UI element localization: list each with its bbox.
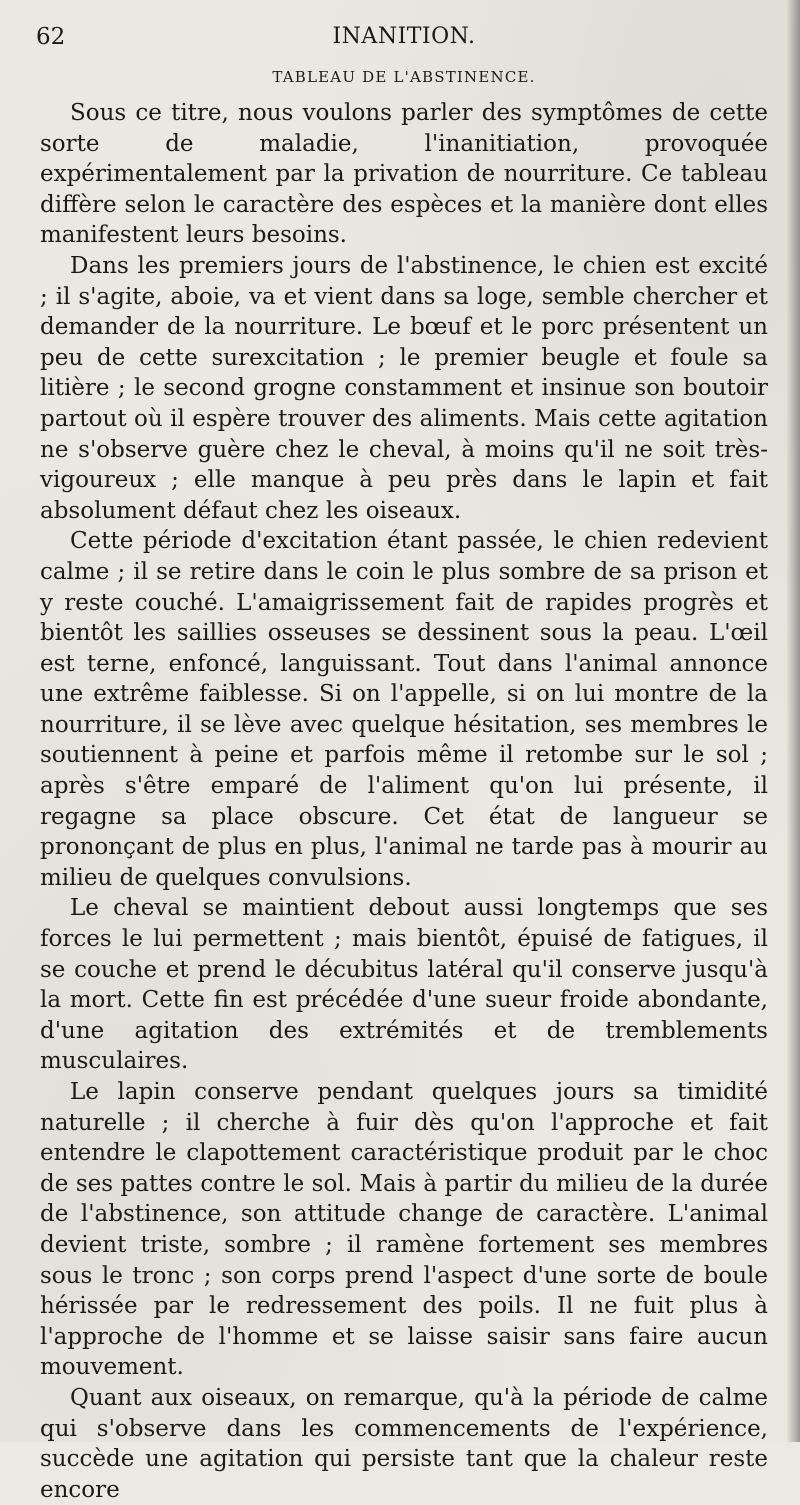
paragraph: Cette période d'excitation étant passée, le chien redevient calme ; il se retire dans le coin le plus sombre de sa prison et y reste couché. L'amaigrissement fait de rapides progrès et bientôt les saillies osseuses se dessinent sous la peau. L'œil est terne, enfoncé, languissant. Tout dans l'animal annonce une extrême faiblesse. Si on l'appelle, si on lui montre de la nourriture, il se lève avec quelque hésitation, ses membres le soutiennent à peine et parfois même il retombe sur le sol ; après s'être emparé de l'aliment qu'on lui présente, il regagne sa place obscure. Cet état de langueur se prononçant de plus en plus, l'animal ne tarde pas à mourir au milieu de quelques convulsions.	[40, 528, 768, 891]
paragraph: Dans les premiers jours de l'abstinence, le chien est excité ; il s'agite, aboie, va et vient dans sa loge, semble chercher et demander de la nourriture. Le bœuf et le porc présentent un peu de cette surexcitation ; le premier beugle et foule sa litière ; le second grogne constamment et insinue son boutoir partout où il espère trouver des aliments. Mais cette agitation ne s'observe guère chez le cheval, à moins qu'il ne soit très-vigoureux ; elle manque à peu près dans le lapin et fait absolument défaut chez les oiseaux.	[40, 252, 768, 524]
section-title: TABLEAU DE L'ABSTINENCE.	[272, 68, 536, 86]
paragraph: Sous ce titre, nous voulons parler des symptômes de cette sorte de maladie, l'inanitiation, provoquée expérimentalement par la privation de nourriture. Ce tableau diffère selon le caractère des espèces et la manière dont elles manifestent leurs besoins.	[40, 100, 768, 249]
page-header	[36, 20, 768, 54]
paragraph: Le lapin conserve pendant quelques jours sa timidité naturelle ; il cherche à fuir dès qu'on l'approche et fait entendre le clapottement caractéristique produit par le choc de ses pattes contre le sol. Mais à partir du milieu de la durée de l'abstinence, son attitude change de caractère. L'animal devient triste, sombre ; il ramène fortement ses membres sous le tronc ; son corps prend l'aspect d'une sorte de boule hérissée par le redressement des poils. Il ne fuit plus à l'approche de l'homme et se laisse saisir sans faire aucun mouvement.	[40, 1079, 768, 1381]
running-title: INANITION.	[332, 24, 476, 49]
paragraph: Le cheval se maintient debout aussi longtemps que ses forces le lui permettent ; mais bientôt, épuisé de fatigues, il se couche et prend le décubitus latéral qu'il conserve jusqu'à la mort. Cette fin est précédée d'une sueur froide abondante, d'une agitation des extrémités et de tremblements musculaires.	[40, 895, 768, 1075]
page-number: 62	[36, 24, 66, 50]
body-text	[40, 98, 768, 1505]
paragraph: Quant aux oiseaux, on remarque, qu'à la période de calme qui s'observe dans les commencements de l'expérience, succède une agitation qui persiste tant que la chaleur reste encore	[40, 1384, 768, 1503]
page-edge-shadow	[786, 0, 800, 1442]
